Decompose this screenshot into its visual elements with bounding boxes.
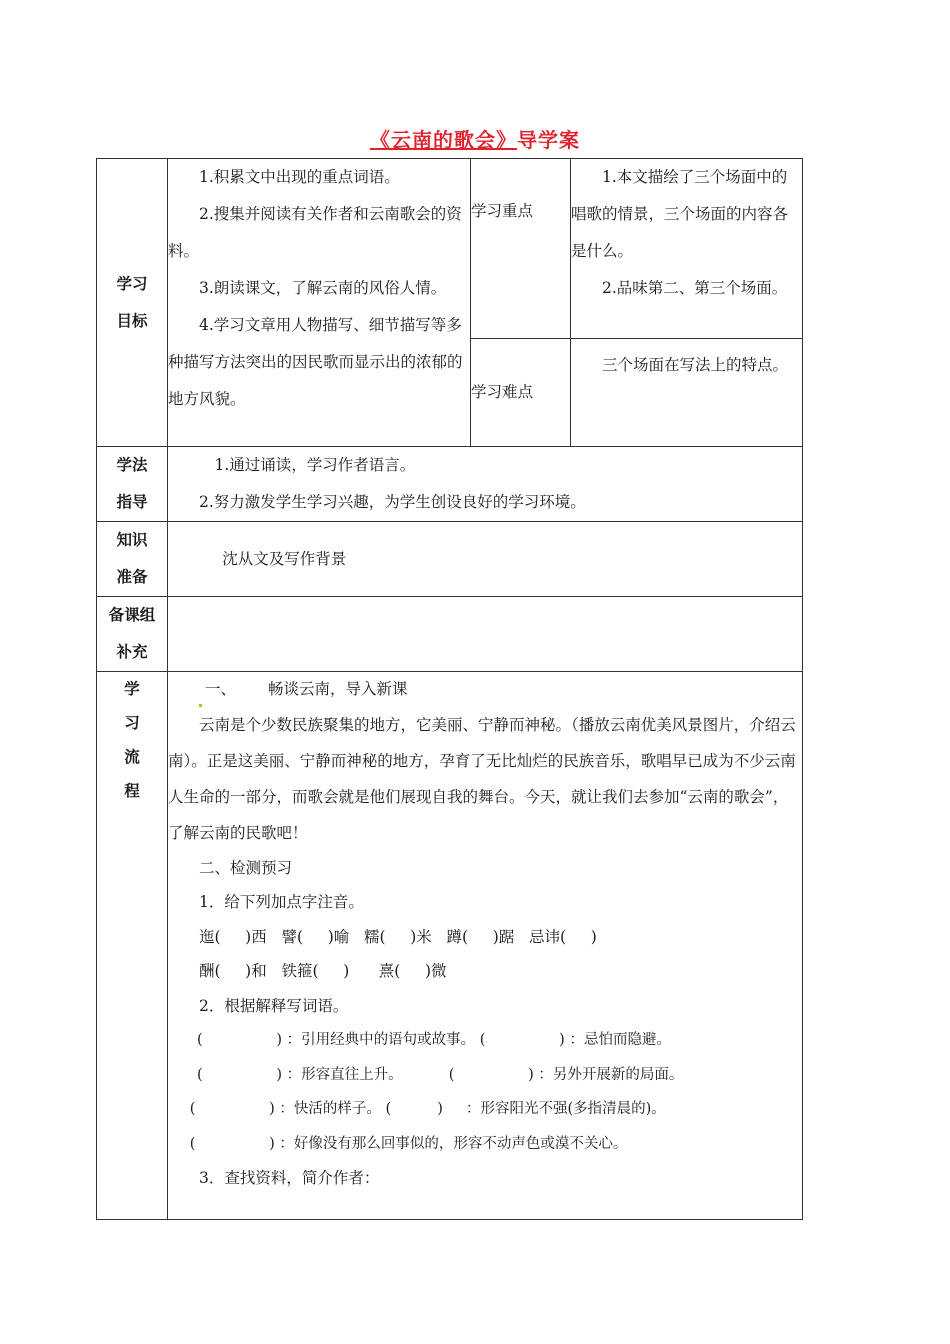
supplement-row	[97, 597, 803, 672]
question-1-line-1: 迤( )西 譬( )喻 糯( )米 蹲( )踞 忌讳( )	[199, 927, 597, 946]
flow-content	[168, 672, 803, 1220]
page-title	[0, 124, 950, 153]
difficulty-label: 学习难点	[471, 339, 571, 447]
question-2-line-3: ( ) ：快活的样子。 ( ) ：形容阳光不强(多指清晨的)。	[189, 1101, 666, 1117]
flow-label: 学 习 流 程	[97, 672, 168, 1220]
goals-label: 学习 目标	[97, 159, 168, 447]
knowledge-row	[97, 522, 803, 597]
question-2-line-1: ( ) ：引用经典中的语句或故事。 ( ) ：忌怕而隐避。	[197, 1032, 671, 1048]
flow-row	[97, 672, 803, 1220]
question-1-line-2: 酬( )和 铁箍( ) 熹( )微	[199, 962, 447, 980]
goal-item: 1.积累文中出现的重点词语。	[199, 168, 400, 186]
title-main: 《云南的歌会》	[370, 128, 517, 152]
method-item: 2.努力激发学生学习兴趣，为学生创设良好的学习环境。	[199, 493, 586, 511]
question-1: 1．给下列加点字注音。	[199, 893, 364, 911]
method-content	[168, 447, 803, 522]
question-3: 3．查找资料，简介作者：	[199, 1169, 380, 1187]
knowledge-content: 沈从文及写作背景	[168, 522, 803, 597]
key-points-label: 学习重点	[471, 159, 571, 339]
goals-row	[97, 159, 803, 339]
goal-item: 4.学习文章用人物描写、细节描写等多种描写方法突出的因民歌而显示出的浓郁的地方风貌。	[168, 316, 463, 408]
intro-paragraph: 云南是个少数民族聚集的地方，它美丽、宁静而神秘。（播放云南优美风景图片，介绍云南）。正是这美丽、宁静而神秘的地方，孕育了无比灿烂的民族音乐，歌唱早已成为不少云南人生命的一部分，而歌会就是他们展现自我的舞台。今天，就让我们去参加“云南的歌会”，了解云南的民歌吧！	[168, 715, 796, 842]
key-point-item: 1.本文描绘了三个场面中的唱歌的情景，三个场面的内容各是什么。	[571, 168, 789, 260]
question-2: 2．根据解释写词语。	[199, 996, 349, 1015]
method-row	[97, 447, 803, 522]
question-2-line-4: ( ) ：好像没有那么回事似的，形容不动声色或漠不关心。	[189, 1135, 628, 1152]
goals-content	[168, 159, 471, 447]
goal-item: 2.搜集并阅读有关作者和云南歌会的资料。	[168, 205, 462, 260]
section2-heading: 二、检测预习	[199, 858, 293, 877]
section1-heading: 一、 畅谈云南，导入新课	[168, 672, 802, 707]
lesson-plan-table	[96, 158, 803, 1220]
key-point-item: 2.品味第二、第三个场面。	[602, 279, 788, 297]
knowledge-label: 知识 准备	[97, 522, 168, 597]
difficulty-content: 三个场面在写法上的特点。	[571, 339, 803, 447]
key-points-content	[571, 159, 803, 339]
supplement-label: 备课组 补充	[97, 597, 168, 672]
goal-item: 3.朗读课文，了解云南的风俗人情。	[199, 279, 447, 297]
method-label: 学法 指导	[97, 447, 168, 522]
method-item: 1.通过诵读，学习作者语言。	[214, 456, 416, 474]
supplement-content	[168, 597, 803, 672]
question-2-line-2: ( ) ：形容直往上升。 ( ) ：另外开展新的局面。	[197, 1066, 684, 1083]
title-suffix: 导学案	[517, 128, 580, 152]
